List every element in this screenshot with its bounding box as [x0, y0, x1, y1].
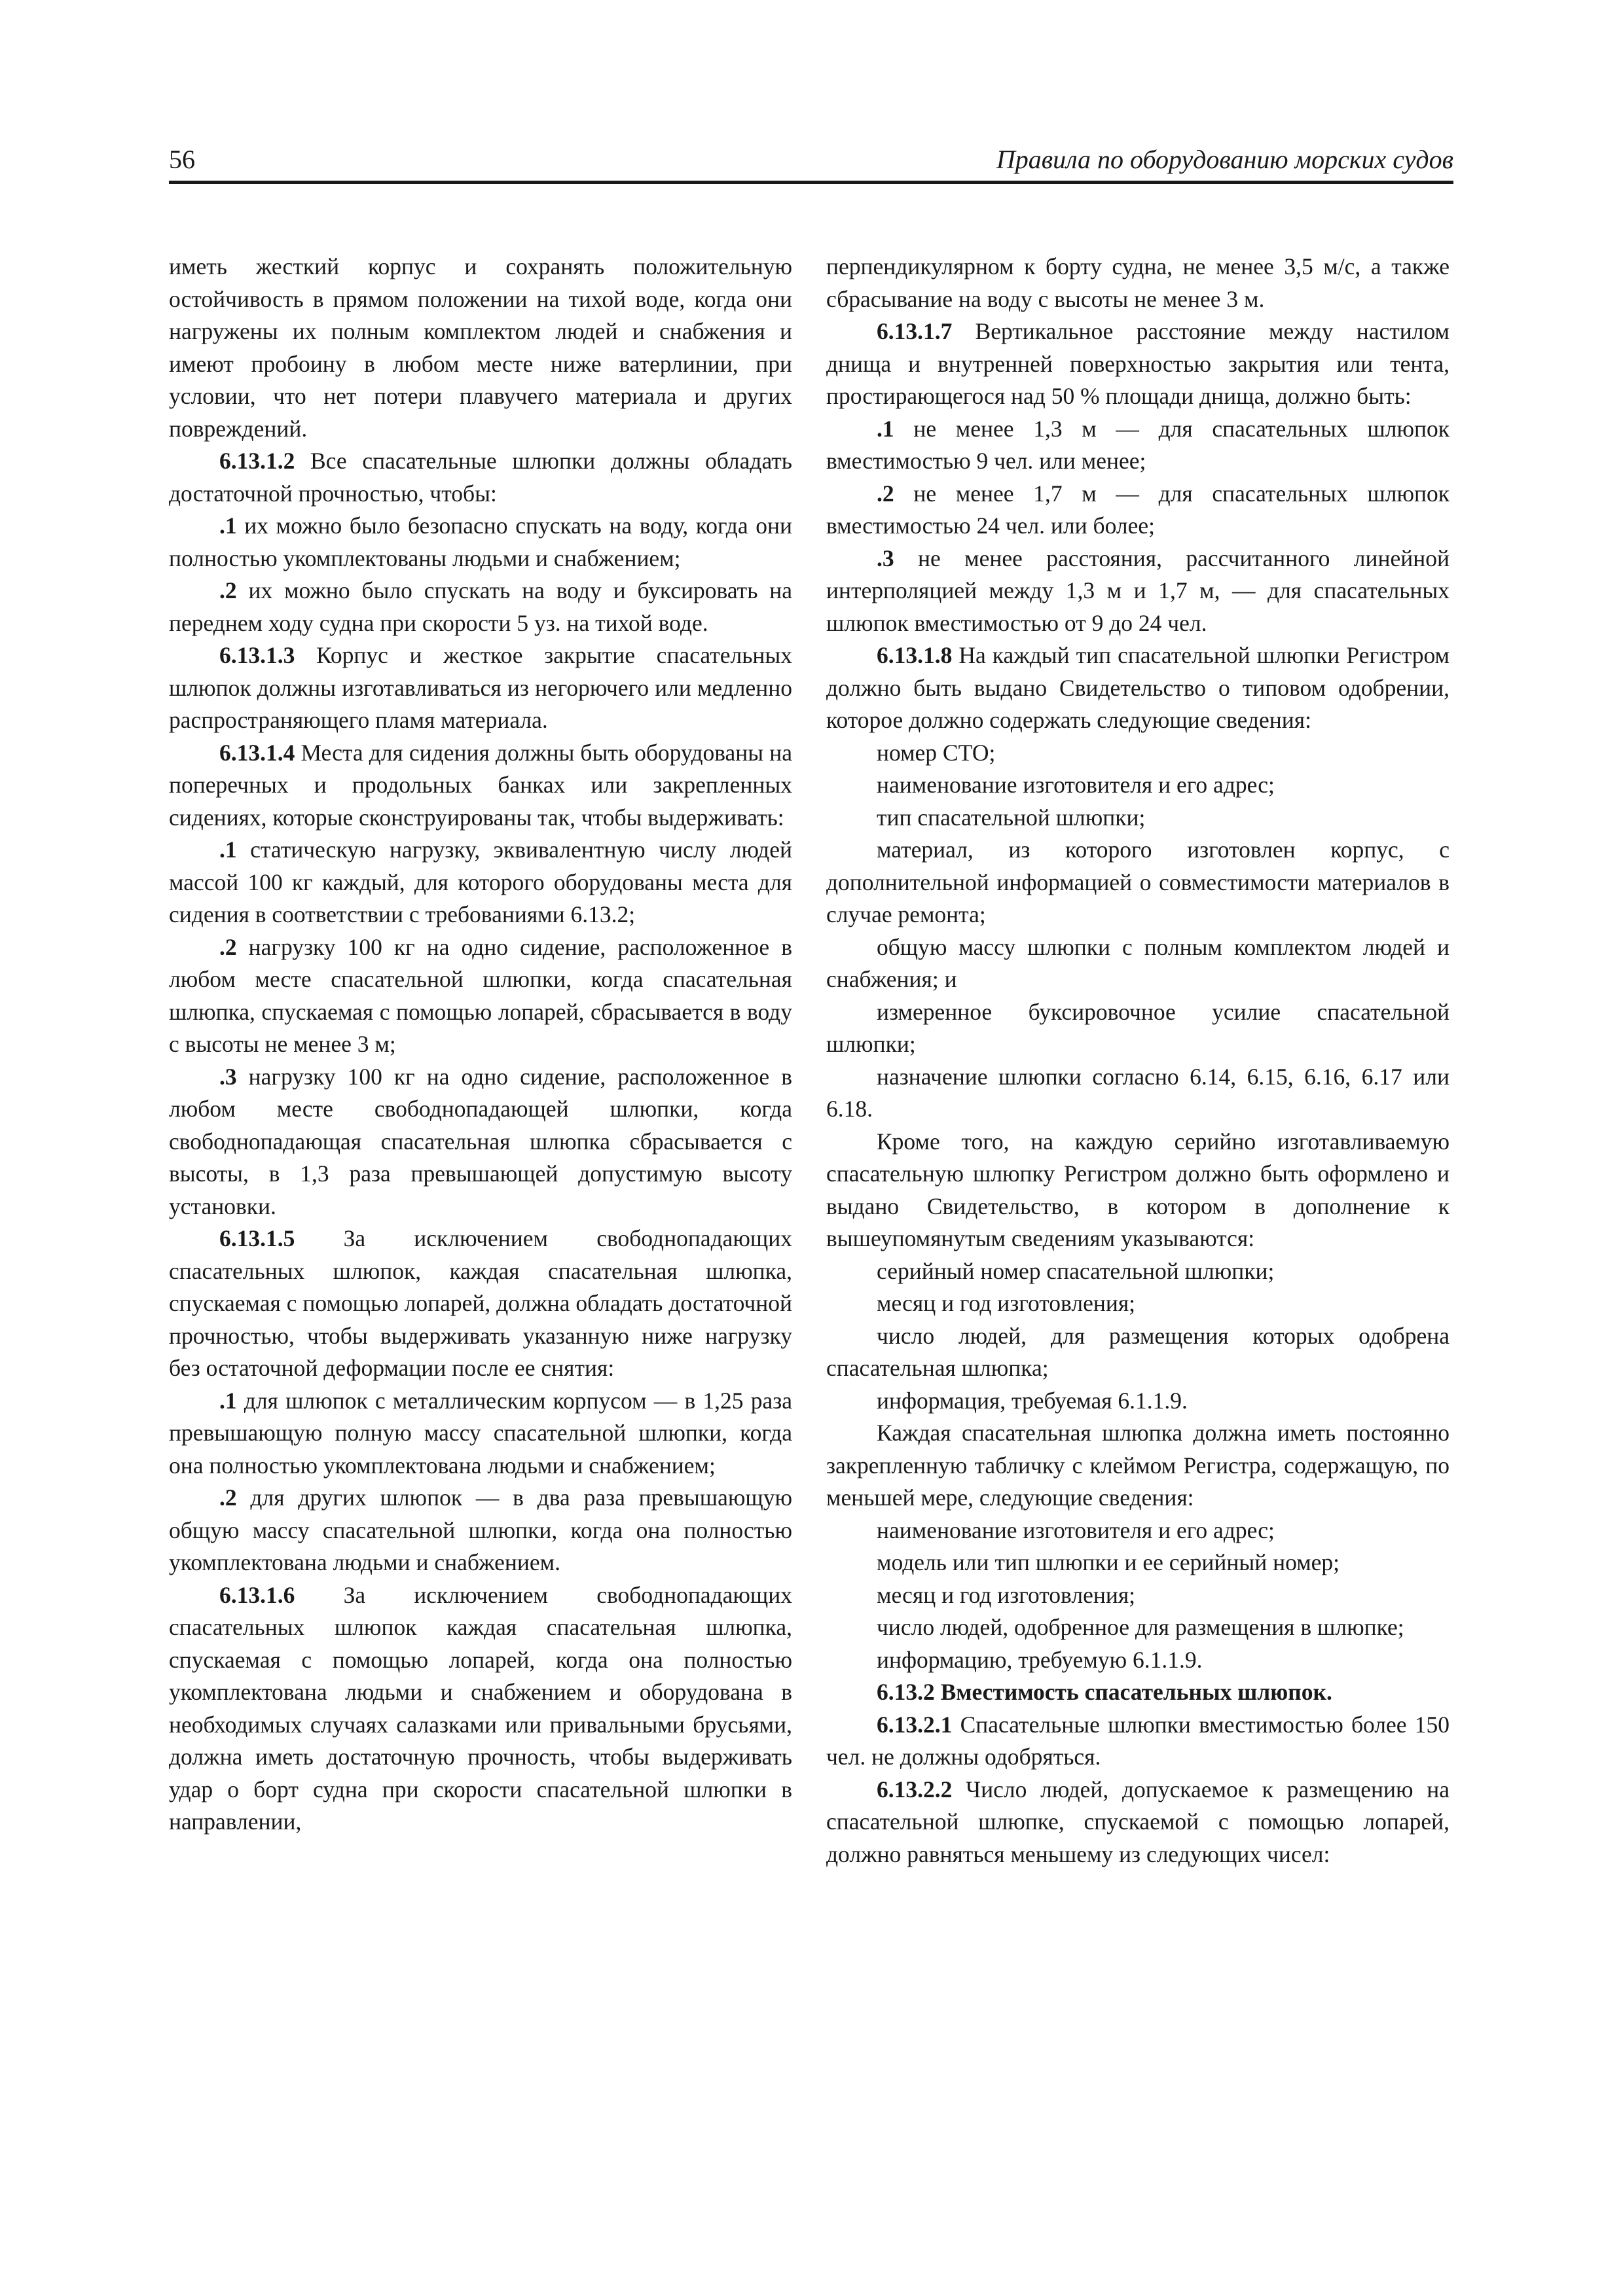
- clause-number: 6.13.1.4: [219, 739, 295, 766]
- paragraph: [826, 769, 1450, 802]
- paragraph: [169, 510, 792, 575]
- paragraph-text: модель или тип шлюпки и ее серийный номер;: [877, 1549, 1340, 1575]
- paragraph-text: нагрузку 100 кг на одно сидение, расположенное в любом месте свободнопадающей шлюпки, когда свободнопадающая спасательная шлюпка сбрасывается с высоты, в 1,3 раза превышающей допустимую высоту установки.: [169, 1063, 792, 1219]
- clause-number: .2: [219, 577, 237, 603]
- paragraph-text: для других шлюпок — в два раза превышающую общую массу спасательной шлюпки, когда она полностью укомплектована людьми и снабжением.: [169, 1484, 792, 1575]
- paragraph: [826, 996, 1450, 1061]
- paragraph-text: их можно было безопасно спускать на воду, когда они полностью укомплектованы людьми и снабжением;: [169, 512, 792, 571]
- page-header: [169, 143, 1453, 184]
- paragraph-text: общую массу шлюпки с полным комплектом людей и снабжения; и: [826, 933, 1450, 992]
- paragraph: [826, 251, 1450, 315]
- paragraph-text: материал, из которого изготовлен корпус, с дополнительной информацией о совместимости материалов в случае ремонта;: [826, 836, 1450, 927]
- paragraph: [826, 413, 1450, 478]
- clause-number: 6.13.1.6: [219, 1581, 295, 1608]
- paragraph: [826, 478, 1450, 543]
- paragraph: [826, 1774, 1450, 1871]
- paragraph-text: Число людей, допускаемое к размещению на спасательной шлюпке, спускаемой с помощью лопарей, должно равняться меньшему из следующих чисел:: [826, 1776, 1450, 1867]
- paragraph-text: месяц и год изготовления;: [877, 1581, 1136, 1608]
- paragraph: [826, 834, 1450, 931]
- clause-number: 6.13.1.3: [219, 642, 295, 668]
- paragraph: [169, 1482, 792, 1579]
- clause-number: 6.13.1.8: [877, 642, 953, 668]
- clause-number: .1: [219, 1387, 237, 1414]
- paragraph-text: наименование изготовителя и его адрес;: [877, 772, 1275, 798]
- paragraph-text: Места для сидения должны быть оборудованы на поперечных и продольных банках или закрепленных сидениях, которые сконструированы так, чтобы выдерживать:: [169, 739, 792, 831]
- paragraph: [169, 575, 792, 639]
- paragraph-text: для шлюпок с металлическим корпусом — в 1,25 раза превышающую полную массу спасательной шлюпки, когда она полностью укомплектована людьми и снабжением;: [169, 1387, 792, 1479]
- clause-number: .1: [877, 415, 894, 442]
- running-title: Правила по оборудованию морских судов: [996, 145, 1453, 174]
- paragraph-text: Кроме того, на каждую серийно изготавливаемую спасательную шлюпку Регистром должно быть оформлено и выдано Свидетельство, в котором в дополнение к вышеупомянутым сведениям указываются:: [826, 1128, 1450, 1251]
- paragraph-text: Вертикальное расстояние между настилом днища и внутренней поверхностью закрытия или тента, простирающегося над 50 % площади днища, должно быть:: [826, 318, 1450, 409]
- paragraph: [169, 834, 792, 931]
- paragraph-text: номер СТО;: [877, 739, 996, 766]
- paragraph: [826, 639, 1450, 737]
- paragraph: [826, 1385, 1450, 1418]
- paragraph: [169, 1061, 792, 1223]
- paragraph-text: Каждая спасательная шлюпка должна иметь постоянно закрепленную табличку с клеймом Регистра, содержащую, по меньшей мере, следующие сведения:: [826, 1420, 1450, 1511]
- clause-number: .3: [877, 545, 894, 571]
- paragraph-text: месяц и год изготовления;: [877, 1290, 1136, 1316]
- paragraph-text: Все спасательные шлюпки должны обладать достаточной прочностью, чтобы:: [169, 448, 792, 507]
- paragraph-text: статическую нагрузку, эквивалентную числу людей массой 100 кг каждый, для которого оборудованы места для сидения в соответствии с требованиями 6.13.2;: [169, 836, 792, 927]
- right-column: [826, 251, 1450, 1871]
- paragraph-text: назначение шлюпки согласно 6.14, 6.15, 6.16, 6.17 или 6.18.: [826, 1063, 1450, 1122]
- paragraph-text: измеренное буксировочное усилие спасательной шлюпки;: [826, 998, 1450, 1057]
- paragraph-text: число людей, для размещения которых одобрена спасательная шлюпка;: [826, 1322, 1450, 1381]
- paragraph: [826, 1255, 1450, 1288]
- paragraph-text: За исключением свободнопадающих спасательных шлюпок каждая спасательная шлюпка, спускаемая с помощью лопарей, когда она полностью укомплектована людьми и снабжением и оборудована в необходимых случаях салазками или привальными брусьями, должна иметь достаточную прочность, чтобы выдерживать удар о борт судна при скорости спасательной шлюпки в направлении,: [169, 1581, 792, 1835]
- paragraph: [169, 1579, 792, 1839]
- clause-number: 6.13.2.1: [877, 1711, 953, 1738]
- paragraph: [826, 1515, 1450, 1547]
- paragraph: [826, 1579, 1450, 1612]
- paragraph: [826, 1417, 1450, 1515]
- paragraph-text: На каждый тип спасательной шлюпки Регистром должно быть выдано Свидетельство о типовом одобрении, которое должно содержать следующие сведения:: [826, 642, 1450, 733]
- paragraph-text: информация, требуемая 6.1.1.9.: [877, 1387, 1188, 1414]
- section-heading: 6.13.2 Вместимость спасательных шлюпок.: [877, 1679, 1332, 1705]
- paragraph: [826, 931, 1450, 996]
- paragraph: [826, 1320, 1450, 1385]
- paragraph: [169, 931, 792, 1061]
- clause-number: 6.13.1.7: [877, 318, 953, 344]
- clause-number: .3: [219, 1063, 237, 1090]
- paragraph-text: Спасательные шлюпки вместимостью более 150 чел. не должны одобряться.: [826, 1711, 1450, 1770]
- paragraph: [826, 737, 1450, 770]
- paragraph: [169, 445, 792, 510]
- paragraph-text: иметь жесткий корпус и сохранять положительную остойчивость в прямом положении на тихой воде, когда они нагружены их полным комплектом людей и снабжения и имеют пробоину в любом месте ниже ватерлинии, при условии, что нет потери плавучего материала и других повреждений.: [169, 253, 792, 442]
- paragraph: [826, 543, 1450, 640]
- page-number: 56: [169, 145, 195, 174]
- paragraph: [169, 1385, 792, 1482]
- paragraph-text: Корпус и жесткое закрытие спасательных шлюпок должны изготавливаться из негорючего или медленно распространяющего пламя материала.: [169, 642, 792, 733]
- paragraph-text: не менее расстояния, рассчитанного линейной интерполяцией между 1,3 м и 1,7 м, — для спасательных шлюпок вместимостью от 9 до 24 чел.: [826, 545, 1450, 636]
- paragraph-text: серийный номер спасательной шлюпки;: [877, 1257, 1275, 1284]
- paragraph-text: их можно было спускать на воду и буксировать на переднем ходу судна при скорости 5 уз. на тихой воде.: [169, 577, 792, 636]
- paragraph: [826, 802, 1450, 834]
- paragraph: [826, 1709, 1450, 1774]
- paragraph: [169, 251, 792, 445]
- clause-number: 6.13.1.2: [219, 448, 295, 474]
- paragraph: [826, 1676, 1450, 1709]
- paragraph-text: За исключением свободнопадающих спасательных шлюпок, каждая спасательная шлюпка, спускаемая с помощью лопарей, должна обладать достаточной прочностью, чтобы выдерживать указанную ниже нагрузку без остаточной деформации после ее снятия:: [169, 1225, 792, 1381]
- paragraph-text: число людей, одобренное для размещения в шлюпке;: [877, 1614, 1404, 1640]
- paragraph-text: наименование изготовителя и его адрес;: [877, 1516, 1275, 1543]
- paragraph-text: не менее 1,7 м — для спасательных шлюпок вместимостью 24 чел. или более;: [826, 480, 1450, 539]
- paragraph: [169, 639, 792, 737]
- paragraph-text: нагрузку 100 кг на одно сидение, расположенное в любом месте спасательной шлюпки, когда спасательная шлюпка, спускаемая с помощью лопарей, сбрасывается в воду с высоты не менее 3 м;: [169, 933, 792, 1057]
- paragraph: [169, 737, 792, 834]
- clause-number: .2: [219, 933, 237, 960]
- clause-number: .2: [219, 1484, 237, 1511]
- paragraph-text: информацию, требуемую 6.1.1.9.: [877, 1646, 1203, 1673]
- paragraph-text: тип спасательной шлюпки;: [877, 804, 1146, 831]
- paragraph: [169, 1223, 792, 1385]
- paragraph: [826, 1061, 1450, 1126]
- paragraph: [826, 1644, 1450, 1677]
- clause-number: .2: [877, 480, 894, 507]
- paragraph-text: не менее 1,3 м — для спасательных шлюпок вместимостью 9 чел. или менее;: [826, 415, 1450, 474]
- paragraph: [826, 1126, 1450, 1255]
- clause-number: 6.13.2.2: [877, 1776, 953, 1803]
- clause-number: .1: [219, 512, 237, 539]
- paragraph-text: перпендикулярном к борту судна, не менее 3,5 м/с, а также сбрасывание на воду с высоты не менее 3 м.: [826, 253, 1450, 312]
- paragraph: [826, 315, 1450, 413]
- clause-number: 6.13.1.5: [219, 1225, 295, 1251]
- paragraph: [826, 1547, 1450, 1579]
- paragraph: [826, 1287, 1450, 1320]
- left-column: [169, 251, 792, 1839]
- clause-number: .1: [219, 836, 237, 863]
- paragraph: [826, 1611, 1450, 1644]
